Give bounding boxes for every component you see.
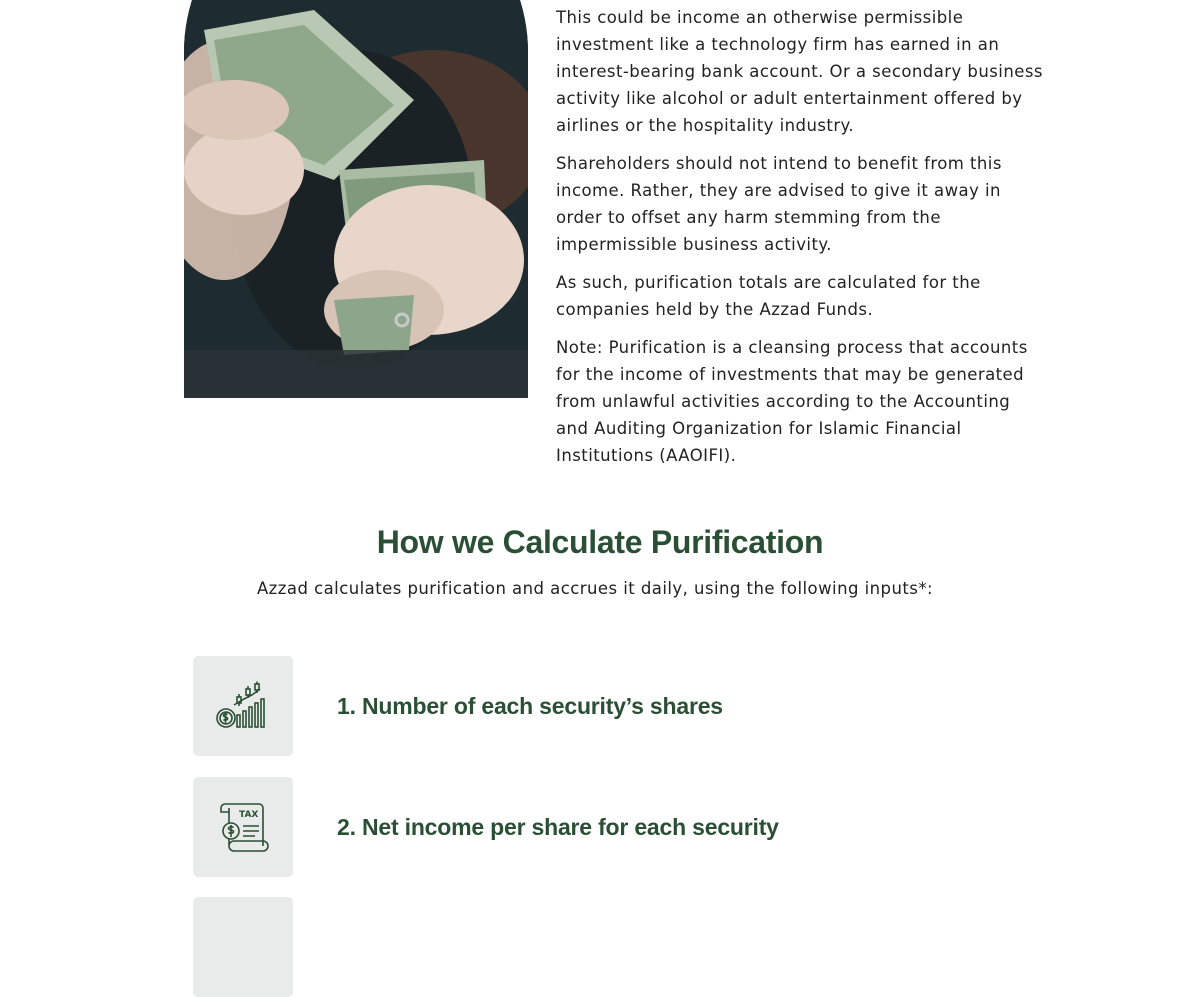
paragraph-note: Note: Purification is a cleansing process that accounts for the income of investments that may be generated from unlawful activities according to the Accounting and Auditing Organization for Islamic Financial Institutions (AAOIFI). xyxy=(556,338,1028,465)
input-item-net-income xyxy=(193,777,993,877)
input-icon-tile xyxy=(193,897,293,997)
tax-icon-text: TAX xyxy=(239,810,259,820)
section-title: How we Calculate Purification xyxy=(376,524,824,560)
paragraph-income-source: This could be income an otherwise permissible investment like a technology firm has earned in an interest-bearing bank account. Or a secondary business activity like alcohol or adult entertainment offered by airlines or the hospitality industry. xyxy=(556,8,1043,135)
input-icon-tile xyxy=(193,656,293,756)
input-label-net-income: 2. Net income per share for each security xyxy=(337,814,779,840)
input-label-shares: 1. Number of each security’s shares xyxy=(337,693,723,719)
section-subtitle: Azzad calculates purification and accrues it daily, using the following inputs*: xyxy=(256,579,934,598)
input-item-next xyxy=(193,897,993,997)
paragraph-shareholders: Shareholders should not intend to benefit from this income. Rather, they are advised to give it away in order to offset any harm stemming from the impermissible business activity. xyxy=(556,154,1002,254)
input-item-shares xyxy=(193,656,993,756)
coin-growth-chart-icon xyxy=(214,681,272,731)
tax-document-icon xyxy=(217,800,269,854)
paragraph-totals: As such, purification totals are calculated for the companies held by the Azzad Funds. xyxy=(556,273,981,319)
input-icon-tile xyxy=(193,777,293,877)
money-counting-photo xyxy=(184,0,528,398)
purification-explanation xyxy=(556,4,1046,480)
